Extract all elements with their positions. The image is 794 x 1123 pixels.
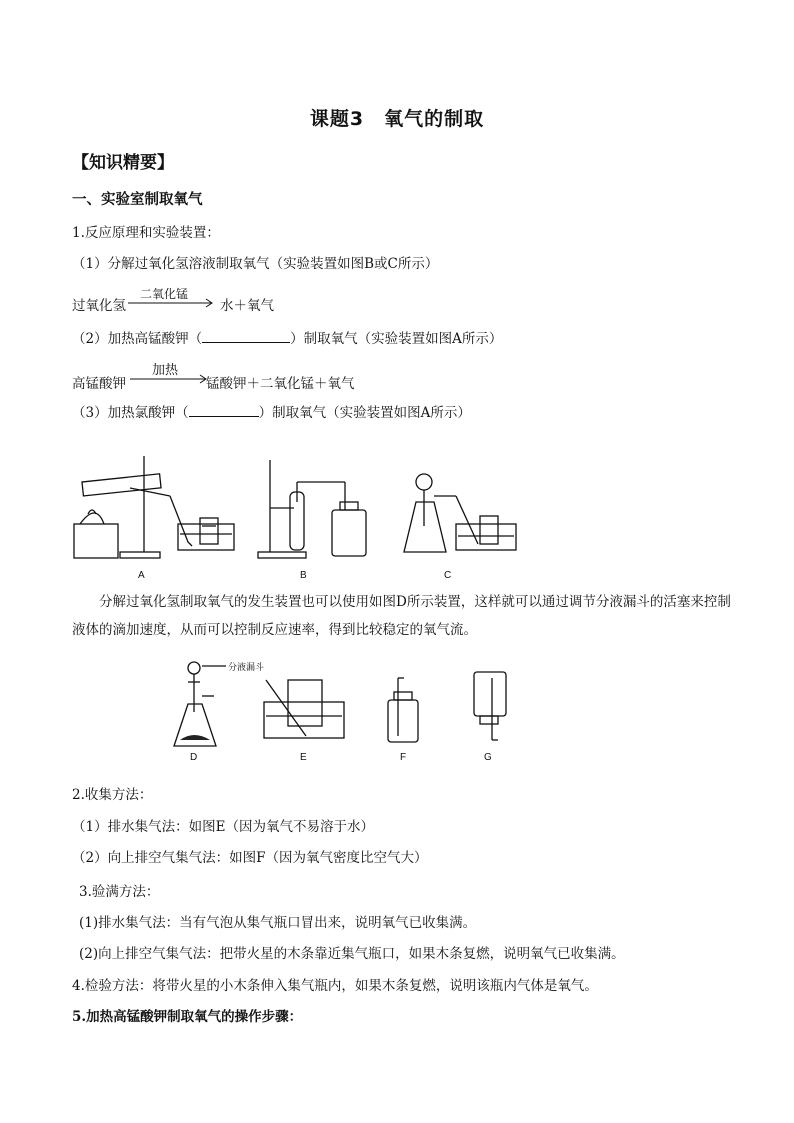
apparatus-f <box>388 678 418 742</box>
apparatus-figure-abc <box>70 452 530 584</box>
answer-blank-1[interactable] <box>202 330 290 343</box>
part3-method-1: (1)排水集气法：当有气泡从集气瓶口冒出来，说明氧气已收集满。 <box>79 915 477 931</box>
apparatus-figure-defg <box>160 654 530 766</box>
apparatus-b <box>258 460 366 558</box>
fig-label-b: B <box>300 570 307 581</box>
fig-label-d: D <box>190 752 198 763</box>
fig-label-a: A <box>138 570 145 581</box>
eq1-arrow <box>128 298 216 308</box>
apparatus-d <box>174 662 226 746</box>
answer-blank-2[interactable] <box>189 404 259 417</box>
fig-label-g: G <box>484 752 492 763</box>
eq2-reactant: 高锰酸钾 <box>72 376 126 392</box>
fig-label-e: E <box>300 752 307 763</box>
sub3-text <box>72 401 471 421</box>
sub2-before: （2）加热高锰酸钾（ <box>72 331 203 347</box>
section-heading: 【知识精要】 <box>72 153 174 173</box>
sub3-before: （3）加热氯酸钾（ <box>72 405 189 421</box>
part3-heading: 3.验满方法： <box>79 884 160 900</box>
part2-method-2: （2）向上排空气集气法：如图F（因为氧气密度比空气大） <box>72 850 428 866</box>
apparatus-a <box>74 456 234 558</box>
part3-method-2: (2)向上排空气集气法：把带火星的木条靠近集气瓶口，如果木条复燃，说明氧气已收集满。 <box>79 946 625 962</box>
sub1-text: （1）分解过氧化氢溶液制取氧气（实验装置如图B或C所示） <box>72 256 439 272</box>
eq1-reactant: 过氧化氢 <box>72 298 126 314</box>
eq1-products: 水＋氧气 <box>220 298 274 314</box>
fig-label-c: C <box>444 570 452 581</box>
page-title: 课题3 氧气的制取 <box>309 108 485 130</box>
part4-text: 4.检验方法：将带火星的小木条伸入集气瓶内，如果木条复燃，说明该瓶内气体是氧气。 <box>72 978 598 994</box>
part5-heading: 5.加热高锰酸钾制取氧气的操作步骤： <box>72 1009 303 1025</box>
apparatus-c <box>404 474 516 552</box>
eq2-arrow <box>130 374 210 384</box>
sub2-after: ）制取氧气（实验装置如图A所示） <box>290 331 503 347</box>
eq2-condition: 加热 <box>152 363 179 378</box>
eq1-condition: 二氧化锰 <box>140 287 189 301</box>
fig-label-f: F <box>400 752 407 763</box>
part2-heading: 2.收集方法： <box>72 787 153 803</box>
paragraph-funnel: 分解过氧化氢制取氧气的发生装置也可以使用如图D所示装置，这样就可以通过调节分液漏斗的活塞来控制液体的滴加速度，从而可以控制反应速率，得到比较稳定的氧气流。 <box>72 594 731 638</box>
item1-text: 1.反应原理和实验装置： <box>72 225 220 241</box>
part1-heading: 一、实验室制取氧气 <box>72 192 203 208</box>
part2-method-1: （1）排水集气法：如图E（因为氧气不易溶于水） <box>72 819 374 835</box>
apparatus-g <box>474 672 506 740</box>
funnel-label: 分液漏斗 <box>228 663 265 673</box>
apparatus-e <box>264 680 344 738</box>
sub2-text <box>72 327 502 347</box>
sub3-after: ）制取氧气（实验装置如图A所示） <box>258 405 471 421</box>
eq2-products: 锰酸钾＋二氧化锰＋氧气 <box>206 376 355 392</box>
